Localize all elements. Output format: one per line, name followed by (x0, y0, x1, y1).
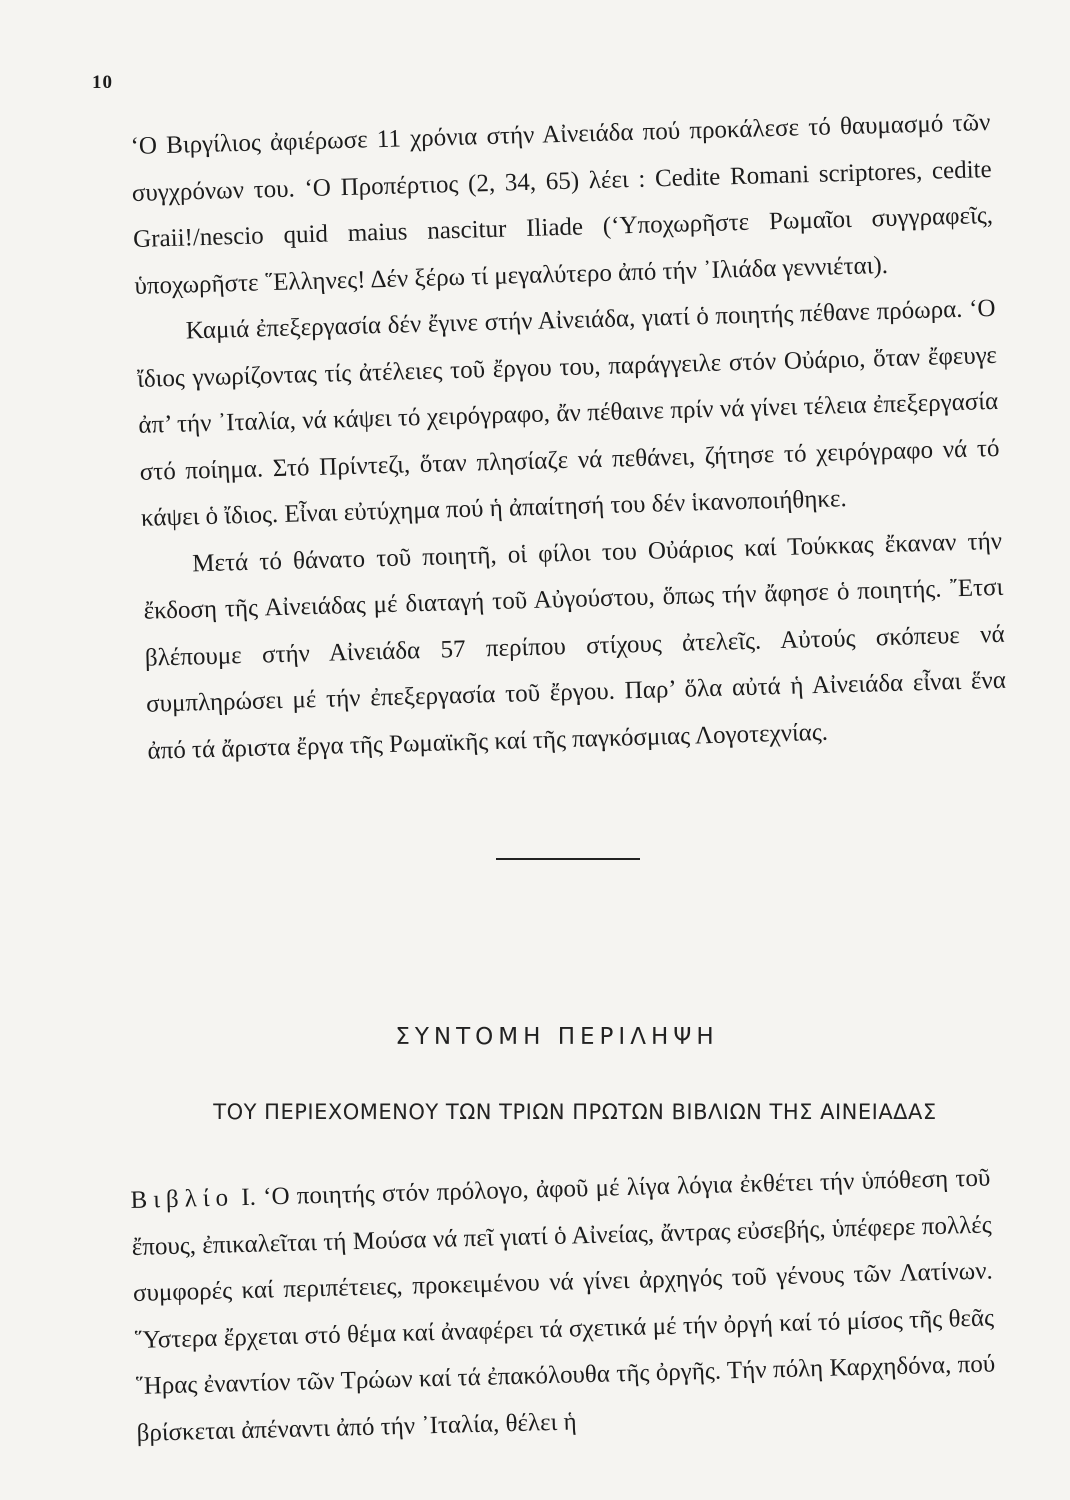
summary-text: ‘Ο ποιητής στόν πρόλογο, ἀφοῦ μέ λίγα λόγια ἐκθέτει τήν ὑπόθεση τοῦ ἔπους, ἐπικαλεῖται τή Μούσα νά πεῖ γιατί ὁ Αἰνείας, ἄντρας εὐσεβής, ὑπέφερε πολλές συμφορές καί περιπέτειες, προκειμένου νά γίνει ἀρχηγός τοῦ γένους τῶν Λατίνων. ῞Υστερα ἔρχεται στό θέμα καί ἀναφέρει τά σχετικά μέ τήν ὀργή καί τό μίσος τῆς θεᾶς ῞Ηρας ἐναντίον τῶν Τρώων καί τά ἐπακόλουθα τῆς ὀργῆς. Τήν πόλη Καρχηδόνα, πού βρίσκεται ἀπέναντι ἀπό τήν ᾿Ιταλία, θέλει ἡ (131, 1164, 996, 1447)
summary-text-block (130, 1155, 997, 1456)
page-number: 10 (92, 72, 113, 93)
intro-paragraph: Μετά τό θάνατο τοῦ ποιητῆ, οἱ φίλοι του Οὐάριος καί Τούκκας ἔκαναν τήν ἔκδοση τῆς Αἰνειάδας μέ διαταγή τοῦ Αὐγούστου, ὅπως τήν ἄφησε ὁ ποιητής. ῎Ετσι βλέπουμε στήν Αἰνειάδα 57 περίπου στίχους ἀτελεῖς. Αὐτούς σκόπευε νά συμπληρώσει μέ τήν ἐπεξεργασία τοῦ ἔργου. Παρ’ ὅλα αὐτά ἡ Αἰνειάδα εἶναι ἕνα ἀπό τά ἄριστα ἔργα τῆς Ρωμαϊκῆς καί τῆς παγκόσμιας Λογοτεχνίας. (143, 527, 1007, 765)
book-label: Βιβλίο (130, 1184, 235, 1214)
intro-text-block (130, 100, 1008, 775)
book-numeral: Ι. (240, 1183, 257, 1212)
intro-paragraph: Καμιά ἐπεξεργασία δέν ἔγινε στήν Αἰνειάδα, γιατί ὁ ποιητής πέθανε πρόωρα. ‘Ο ἴδιος γνωρίζοντας τίς ἀτέλειες τοῦ ἔργου του, παράγγειλε στόν Οὐάριο, ὅταν ἔφευγε ἀπ’ τήν ᾿Ιταλία, νά κάψει τό χειρόγραφο, ἄν πέθαινε πρίν νά γίνει τέλεια ἐπεξεργασία στό ποίημα. Στό Πρίντεζι, ὅταν πλησίαζε νά πεθάνει, ζήτησε τό χειρόγραφο νά τό κάψει ὁ ἴδιος. Εἶναι εὐτύχημα πού ἡ ἀπαίτησή του δέν ἱκανοποιήθηκε. (136, 294, 1000, 532)
section-subheading: ΤΟΥ ΠΕΡΙΕΧΟΜΕΝΟΥ ΤΩΝ ΤΡΙΩΝ ΠΡΩΤΩΝ ΒΙΒΛΙΩΝ ΤΗΣ ΑΙΝΕΙΑΔΑΣ (213, 1100, 937, 1124)
intro-paragraph: ‘Ο Βιργίλιος ἀφιέρωσε 11 χρόνια στήν Αἰνειάδα πού προκάλεσε τό θαυμασμό τῶν συγχρόνων του. ‘Ο Προπέρτιος (2, 34, 65) λέει : Cedite Romani scriptores, cedite Graii!/nescio quid maius nascitur Iliade (‘Υποχωρῆστε Ρωμαῖοι συγγραφεῖς, ὑποχωρῆστε ῞Ελληνες! Δέν ξέρω τί μεγαλύτερο ἀπό τήν ᾿Ιλιάδα γεννιέται). (130, 108, 994, 300)
summary-paragraph (130, 1155, 997, 1456)
section-heading: ΣΥΝΤΟΜΗ ΠΕΡΙΛΗΨΗ (395, 1024, 719, 1050)
section-divider (496, 858, 640, 860)
